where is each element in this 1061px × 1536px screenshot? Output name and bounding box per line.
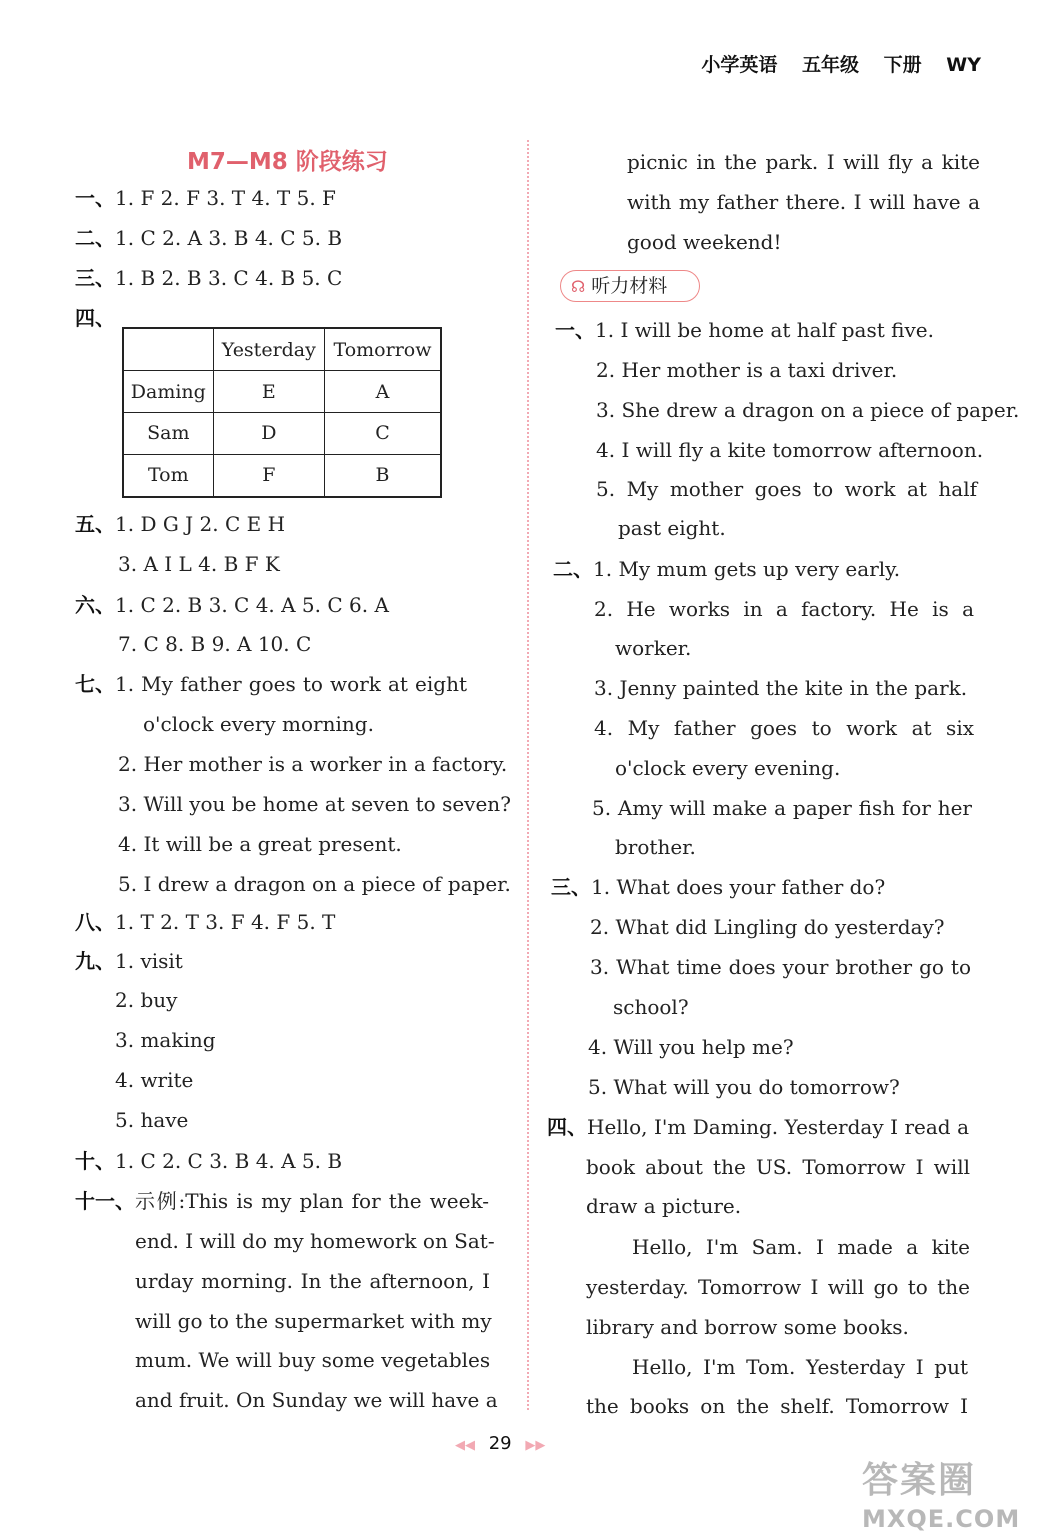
table-row: Sam D C — [123, 412, 441, 454]
section-2: 二、1. C 2. A 3. B 4. C 5. B — [75, 226, 343, 250]
section-6-line2: 7. C 8. B 9. A 10. C — [118, 632, 312, 656]
section-11-line: will go to the supermarket with my — [135, 1309, 492, 1333]
page-header — [683, 50, 981, 77]
headphones-icon: ☊ — [571, 277, 586, 296]
section-7-item: 2. Her mother is a worker in a factory. — [118, 752, 508, 776]
listening-section-1: 一、1. I will be home at half past five. — [555, 318, 934, 342]
section-11-line: end. I will do my homework on Sat- — [135, 1229, 495, 1253]
table-row: Daming E A — [123, 371, 441, 413]
section-11-line: mum. We will buy some vegetables — [135, 1348, 491, 1372]
listening-section-4: 四、Hello, I'm Daming. Yesterday I read a — [547, 1115, 969, 1139]
header-grade: 五年级 — [802, 54, 860, 76]
watermark-logo: 答案圈 MXQE.COM — [862, 1460, 1021, 1533]
section-5: 五、1. D G J 2. C E H — [75, 512, 286, 536]
section-3: 三、1. B 2. B 3. C 4. B 5. C — [75, 266, 343, 290]
passage-line: yesterday. Tomorrow I will go to the — [586, 1275, 970, 1299]
continued-text: with my father there. I will have a — [627, 190, 980, 214]
section-7-item: 3. Will you be home at seven to seven? — [118, 792, 511, 816]
continued-text: good weekend! — [627, 230, 782, 254]
listening-item: past eight. — [618, 516, 726, 540]
listening-item: 3. What time does your brother go to — [590, 955, 971, 979]
section-10: 十、1. C 2. C 3. B 4. A 5. B — [75, 1149, 343, 1173]
prev-arrows-icon: ◀◀ — [455, 1438, 475, 1453]
section-9: 九、1. visit — [75, 949, 183, 973]
page-number: ◀◀ 29 ▶▶ — [455, 1433, 546, 1454]
listening-item: 5. What will you do tomorrow? — [588, 1075, 900, 1099]
passage-line: the books on the shelf. Tomorrow I — [586, 1394, 968, 1418]
passage-line: draw a picture. — [586, 1194, 742, 1218]
answer-table — [122, 327, 442, 498]
table-header-cell: Yesterday — [213, 328, 324, 371]
table-row: Tom F B — [123, 454, 441, 497]
listening-section-3: 三、1. What does your father do? — [551, 875, 886, 899]
listening-item: 3. She drew a dragon on a piece of paper. — [596, 398, 1020, 422]
passage-line: library and borrow some books. — [586, 1315, 909, 1339]
listening-item: o'clock every evening. — [615, 756, 841, 780]
section-4: 四、 — [75, 306, 115, 330]
section-9-item: 5. have — [115, 1108, 189, 1132]
section-7-item: 5. I drew a dragon on a piece of paper. — [118, 872, 511, 896]
passage-line: Hello, I'm Sam. I made a kite — [632, 1235, 970, 1259]
table-header-cell: Tomorrow — [325, 328, 441, 371]
listening-item: 4. I will fly a kite tomorrow afternoon. — [596, 438, 984, 462]
section-9-item: 4. write — [115, 1068, 194, 1092]
section-8: 八、1. T 2. T 3. F 4. F 5. T — [75, 910, 336, 934]
listening-item: 5. Amy will make a paper fish for her — [592, 796, 972, 820]
section-5-line2: 3. A I L 4. B F K — [118, 552, 280, 576]
listening-item: brother. — [615, 835, 696, 859]
next-arrows-icon: ▶▶ — [525, 1438, 546, 1453]
listening-item: 5. My mother goes to work at half — [596, 477, 977, 501]
listening-item: school? — [613, 995, 689, 1019]
column-divider — [527, 140, 529, 1410]
listening-item: 2. Her mother is a taxi driver. — [596, 358, 898, 382]
section-6: 六、1. C 2. B 3. C 4. A 5. C 6. A — [75, 593, 389, 617]
page-title: M7—M8 阶段练习 — [187, 149, 388, 175]
listening-item: 2. He works in a factory. He is a — [594, 597, 974, 621]
listening-material-badge: ☊ 听力材料 — [560, 270, 700, 302]
section-9-item: 3. making — [115, 1028, 216, 1052]
section-9-item: 2. buy — [115, 988, 178, 1012]
section-11-line: and fruit. On Sunday we will have a — [135, 1388, 498, 1412]
listening-item: 2. What did Lingling do yesterday? — [590, 915, 945, 939]
section-11-line: urday morning. In the afternoon, I — [135, 1269, 490, 1293]
listening-item: worker. — [615, 636, 692, 660]
header-edition: WY — [946, 54, 981, 76]
passage-line: book about the US. Tomorrow I will — [586, 1155, 970, 1179]
section-1: 一、1. F 2. F 3. T 4. T 5. F — [75, 186, 336, 210]
section-7-line: o'clock every morning. — [143, 712, 374, 736]
listening-item: 4. My father goes to work at six — [594, 716, 974, 740]
listening-item: 4. Will you help me? — [588, 1035, 794, 1059]
header-subject: 小学英语 — [701, 54, 778, 76]
table-header-cell — [123, 328, 213, 371]
header-volume: 下册 — [883, 54, 922, 76]
listening-item: 3. Jenny painted the kite in the park. — [594, 676, 968, 700]
listening-section-2: 二、1. My mum gets up very early. — [553, 557, 901, 581]
section-7: 七、1. My father goes to work at eight — [75, 672, 467, 696]
section-11: 十一、示例:This is my plan for the week- — [75, 1189, 489, 1213]
continued-text: picnic in the park. I will fly a kite — [627, 150, 980, 174]
section-7-item: 4. It will be a great present. — [118, 832, 402, 856]
passage-line: Hello, I'm Tom. Yesterday I put — [632, 1355, 968, 1379]
